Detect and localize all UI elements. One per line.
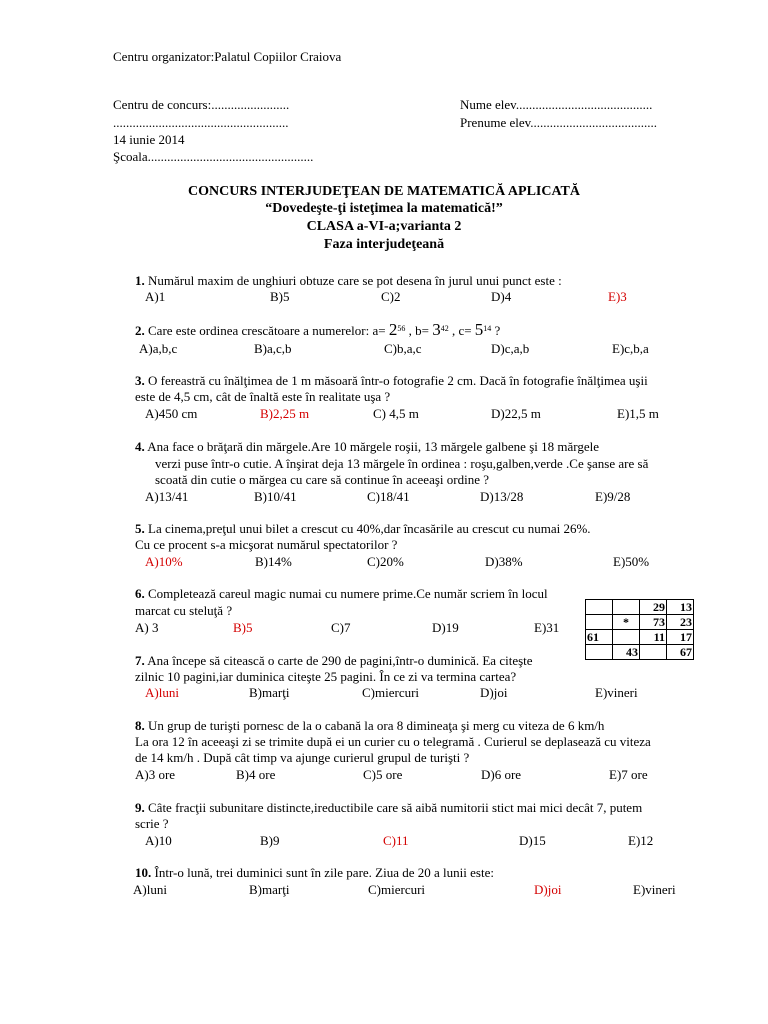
option-d: D)19 [432,620,459,635]
magic-cell: 29 [640,600,667,615]
question-number: 8. [135,718,145,733]
question-text: Ana începe să citească o carte de 290 de pagini,într-o duminică. Ea citeşte [147,653,533,668]
school-field: Şcoala................................................... [113,149,314,164]
option-c: C)miercuri [368,882,426,897]
magic-cell [613,600,640,615]
question-9-line-2: scrie ? [135,816,169,831]
question-text: Ana face o brăţară din mărgele.Are 10 mărgele roşii, 13 mărgele galbene şi 18 mărgele [147,439,599,454]
question-6 [135,586,548,601]
option-d: D)22,5 m [491,406,541,421]
question-text: Numărul maxim de unghiuri obtuze care se pot desena în jurul unui punct este : [148,273,562,288]
question-8-line-3: de 14 km/h . După cât timp va ajunge curierul grupul de turişti ? [135,750,470,765]
option-c: C)miercuri [362,685,420,700]
magic-cell: 61 [586,630,613,645]
question-number: 9. [135,800,145,815]
student-name-field: Nume elev.......................................... [460,97,653,112]
option-c: C)18/41 [367,489,410,504]
question-3-line-2: este de 4,5 cm, cât de înaltă este în realitate uşa ? [135,389,391,404]
question-6-line-2: marcat cu steluţă ? [135,603,233,618]
question-text: Câte fracţii subunitare distincte,ireductibile care să aibă numitorii stict mai mici decât 7, putem [148,800,643,815]
question-text: Care este ordinea crescătoare a numerelor: a= [148,323,386,338]
magic-cell: 17 [667,630,694,645]
magic-cell: 67 [667,645,694,660]
question-7 [135,653,533,668]
label-c: , c= [451,323,472,338]
option-c: C)5 ore [363,767,403,782]
option-b: B)marţi [249,882,290,897]
base-b: 3 [432,320,441,339]
label-b: , b= [408,323,429,338]
exponent-c: 14 [483,324,492,333]
question-end: ? [491,323,501,338]
question-4 [135,439,599,454]
question-number: 7. [135,653,145,668]
question-text: Într-o lună, trei duminici sunt în zile pare. Ziua de 20 a lunii este: [154,865,494,880]
question-2 [135,322,500,338]
magic-cell: 73 [640,615,667,630]
question-10 [135,865,494,880]
magic-square-row [586,615,694,630]
option-d: D)38% [485,554,523,569]
magic-cell: 11 [640,630,667,645]
magic-square-row [586,630,694,645]
option-b: B)10/41 [254,489,297,504]
magic-square-row [586,600,694,615]
option-a: A)10 [145,833,172,848]
question-3 [135,373,648,388]
question-9 [135,800,642,815]
option-e: E)31 [534,620,560,635]
option-b-correct: B)5 [233,620,253,635]
title-line-1: CONCURS INTERJUDEŢEAN DE MATEMATICĂ APLICATĂ [187,184,581,199]
base-a: 2 [388,320,398,339]
option-b: B)9 [260,833,280,848]
option-e: E)12 [628,833,654,848]
option-c: C)2 [381,289,401,304]
option-b: B)5 [270,289,290,304]
question-text: La cinema,preţul unui bilet a crescut cu 40%,dar încasările au crescut cu numai 26%. [148,521,591,536]
option-a: A)luni [133,882,167,897]
option-d: D)6 ore [481,767,522,782]
title-line-3: CLASA a-VI-a;varianta 2 [306,219,462,234]
option-a-correct: A)10% [145,554,183,569]
exponent-b: 42 [440,324,449,333]
question-text: Completează careul magic numai cu numere prime.Ce număr scriem în locul [148,586,548,601]
option-e: E)9/28 [595,489,631,504]
option-d: D)15 [519,833,546,848]
question-1 [135,273,562,288]
question-4-line-3: scoată din cutie o mărgea cu care să continue în aceeaşi ordine ? [155,472,489,487]
magic-cell [640,645,667,660]
option-e: E)vineri [595,685,638,700]
option-d-correct: D)joi [534,882,562,897]
option-b-correct: B)2,25 m [260,406,310,421]
question-4-line-2: verzi puse într-o cutie. A înşirat deja 13 mărgele în ordinea : roşu,galben,verde .Ce şanse are să [155,456,649,471]
question-number: 3. [135,373,145,388]
option-c-correct: C)11 [383,833,409,848]
base-c: 5 [474,320,484,339]
option-d: D)4 [491,289,512,304]
option-e-correct: E)3 [608,289,627,304]
magic-cell: 43 [613,645,640,660]
magic-square-row [586,645,694,660]
magic-cell [586,645,613,660]
question-8 [135,718,604,733]
option-b: B)4 ore [236,767,276,782]
option-c: C)20% [367,554,404,569]
option-e: E)7 ore [609,767,648,782]
question-5-line-2: Cu ce procent s-a micşorat numărul spectatorilor ? [135,537,398,552]
option-a: A)1 [145,289,166,304]
option-b: B)marţi [249,685,290,700]
option-e: E)1,5 m [617,406,659,421]
dots-line: ...................................................... [113,115,289,130]
option-a-correct: A)luni [145,685,179,700]
title-line-4: Faza interjudeţeană [323,237,445,252]
question-number: 2. [135,323,145,338]
option-c: C) 4,5 m [373,406,419,421]
magic-cell [586,615,613,630]
magic-cell: 23 [667,615,694,630]
option-a: A)450 cm [145,406,198,421]
question-number: 5. [135,521,145,536]
exponent-a: 56 [397,324,406,333]
question-8-line-2: La ora 12 în aceeaşi zi se trimite după ei un curier cu o telegramă . Curierul se deplasează cu viteza [135,734,651,749]
magic-square [585,599,694,660]
option-b: B)14% [255,554,292,569]
question-number: 4. [135,439,145,454]
magic-cell [613,630,640,645]
option-e: E)c,b,a [612,341,649,356]
option-d: D)joi [480,685,508,700]
contest-center-field: Centru de concurs:........................ [113,97,290,112]
magic-cell: 13 [667,600,694,615]
option-c: C)b,a,c [384,341,422,356]
option-a: A)3 ore [135,767,176,782]
organizer-line: Centru organizator:Palatul Copiilor Craiova [113,49,342,64]
date: 14 iunie 2014 [113,132,185,147]
student-surname-field: Prenume elev....................................... [460,115,658,130]
option-c: C)7 [331,620,351,635]
option-a: A)a,b,c [139,341,178,356]
question-number: 6. [135,586,145,601]
magic-cell [586,600,613,615]
option-e: E)vineri [633,882,676,897]
question-7-line-2: zilnic 10 pagini,iar duminica citeşte 25 pagini. În ce zi va termina cartea? [135,669,517,684]
option-a: A)13/41 [145,489,189,504]
title-line-2: “Dovedeşte-ţi isteţimea la matematică!” [265,201,503,216]
option-d: D)13/28 [480,489,524,504]
question-text: O fereastră cu înălţimea de 1 m măsoară într-o fotografie 2 cm. Dacă în fotografie înălţimea uşii [148,373,648,388]
option-d: D)c,a,b [491,341,530,356]
question-text: Un grup de turişti pornesc de la o cabană la ora 8 dimineaţa şi merg cu viteza de 6 km/h [148,718,605,733]
question-5 [135,521,591,536]
option-a: A) 3 [135,620,159,635]
question-number: 1. [135,273,145,288]
question-number: 10. [135,865,152,880]
magic-cell-star: * [613,615,640,630]
option-e: E)50% [613,554,650,569]
option-b: B)a,c,b [254,341,292,356]
